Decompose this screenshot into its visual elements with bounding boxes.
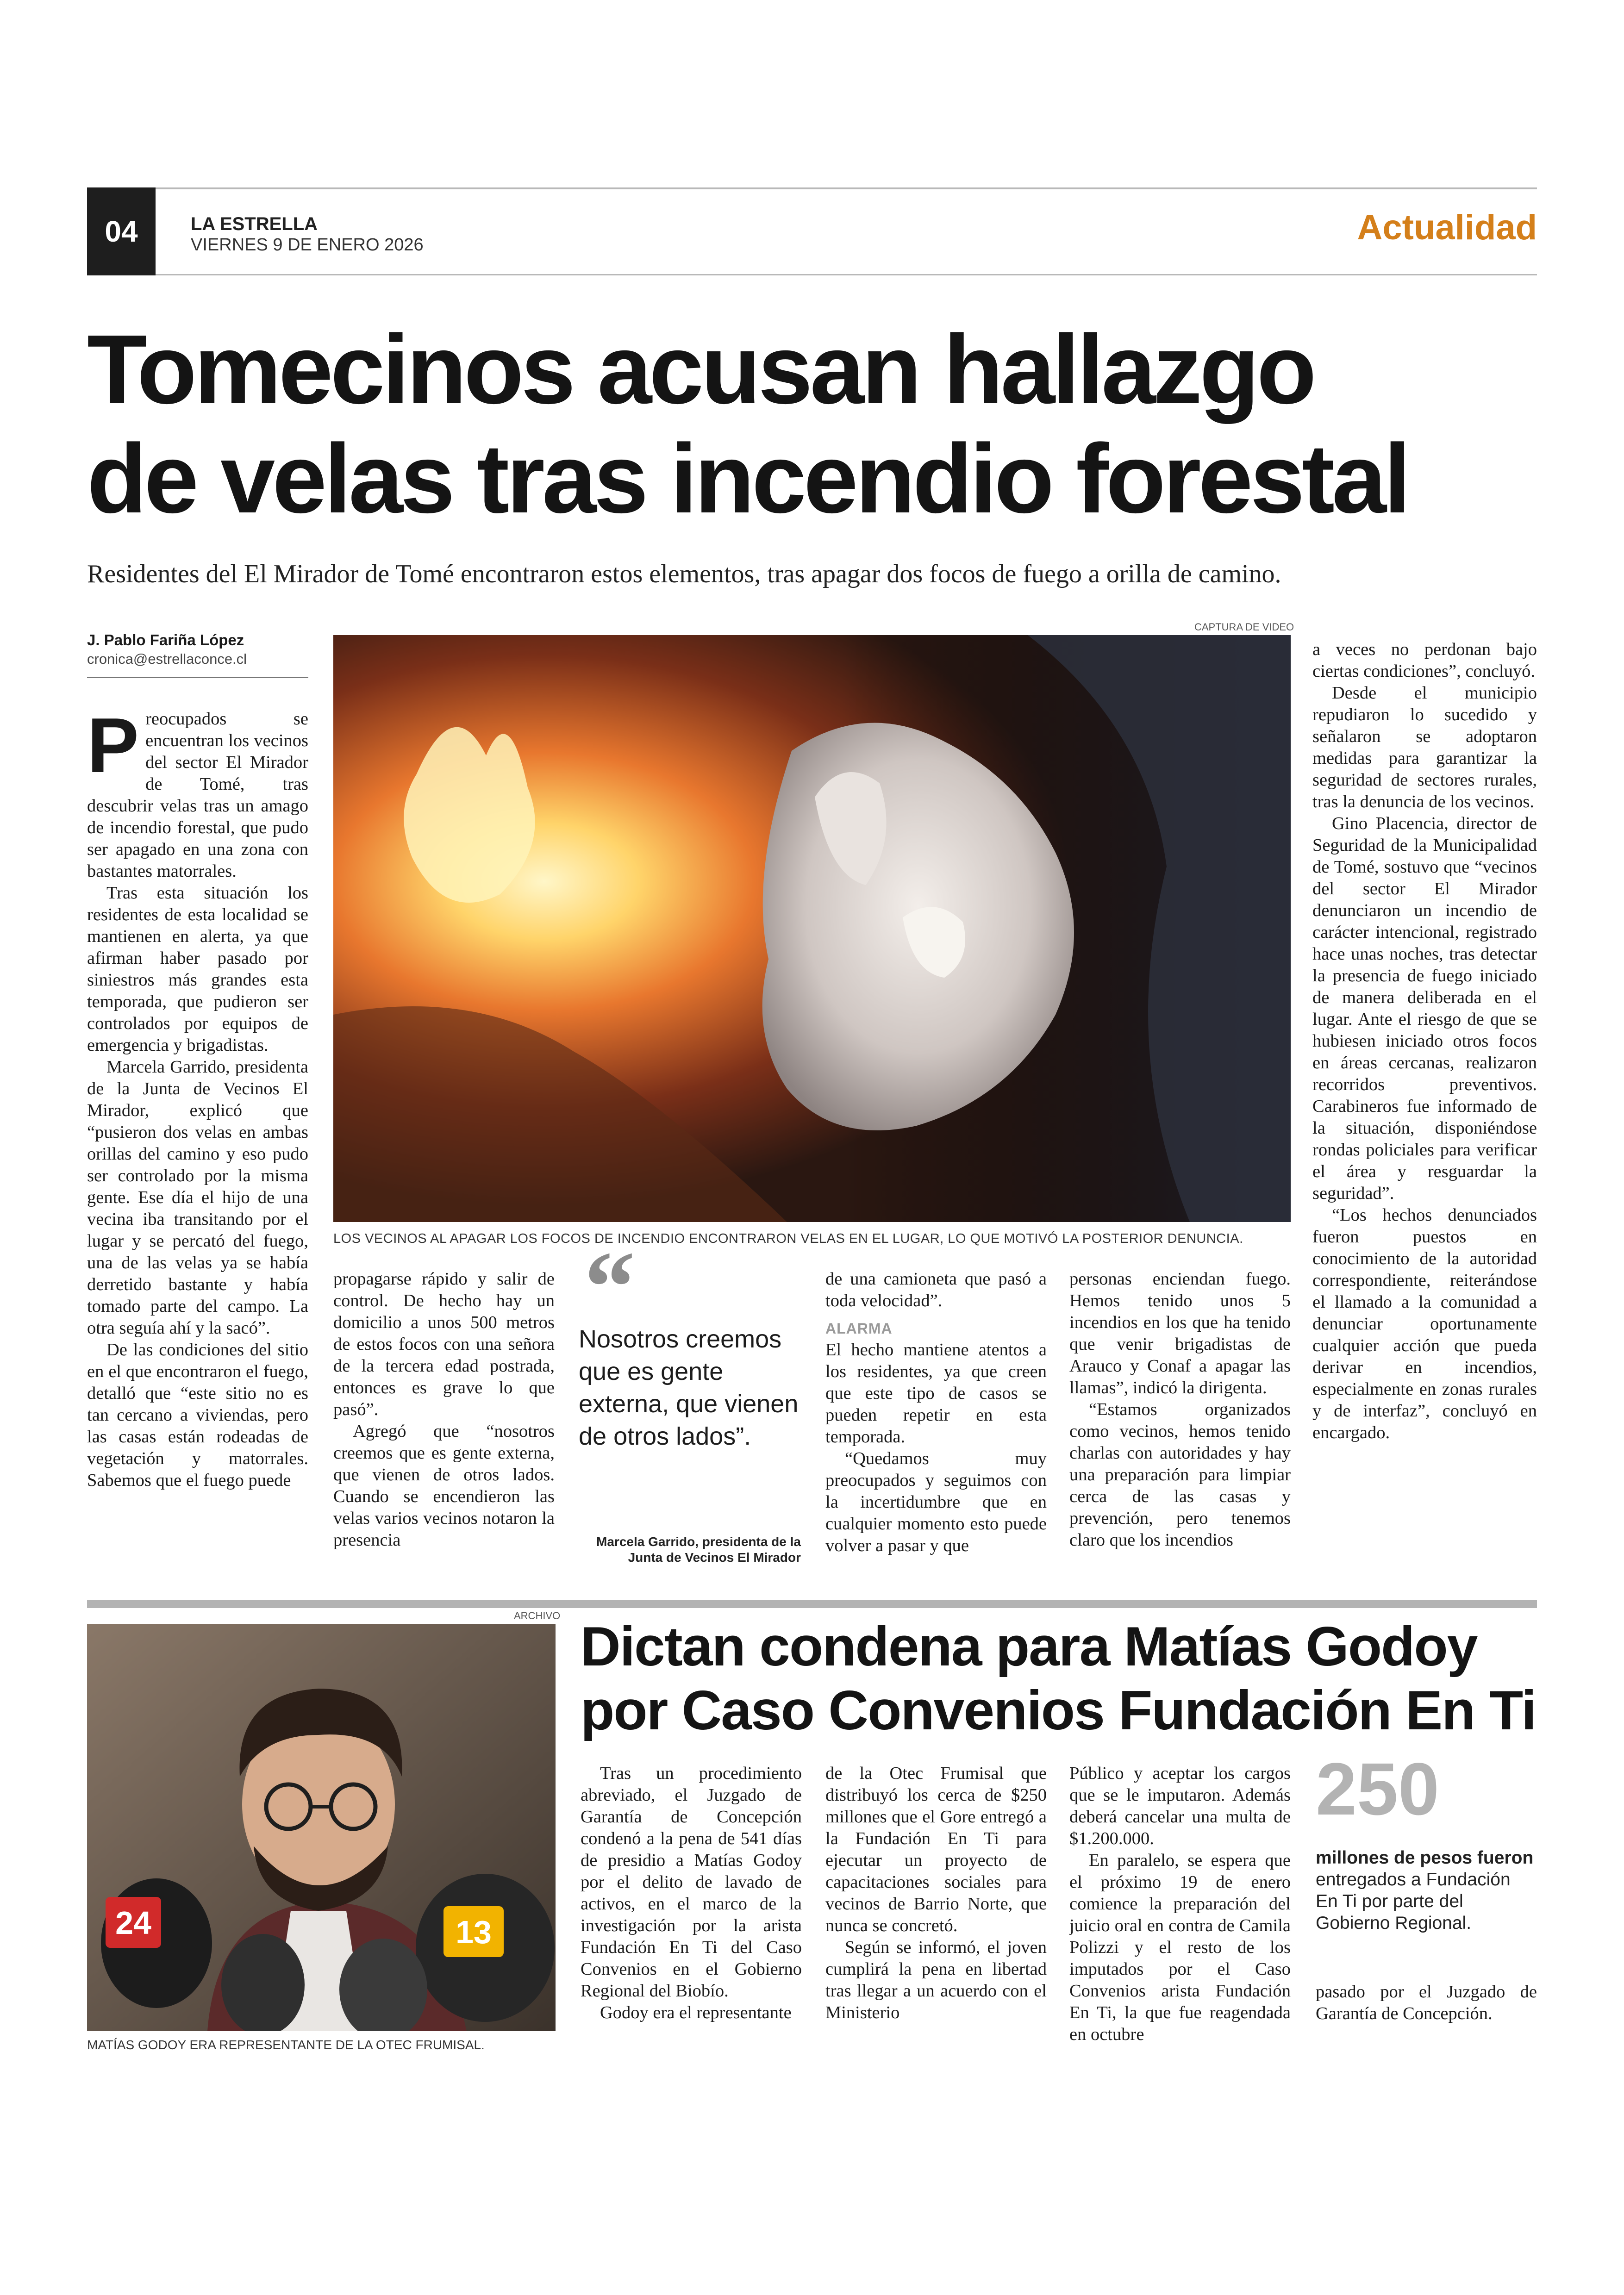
highlight-number: 250 (1316, 1747, 1439, 1830)
story2-column-2 (825, 1763, 1047, 2059)
story1-paragraph: “Estamos organizados como vecinos, hemos tenido charlas con autoridades y hay una preparación para limpiar cerca de las casas y prevención, pero tenemos claro que los incendios (1069, 1400, 1291, 1550)
story2-paragraph: Según se informó, el joven cumplirá la pena en libertad tras llegar a un acuerdo con el Ministerio (825, 1938, 1047, 2022)
story1-paragraph: “Quedamos muy preocupados y seguimos con la incertidumbre que en cualquier momento esto puede volver a pasar y que (825, 1449, 1047, 1555)
press-portrait-illustration (87, 1624, 556, 2031)
photo-credit: CAPTURA DE VIDEO (1194, 621, 1294, 633)
story1-paragraph: Agregó que “nosotros creemos que es gente externa, que vienen de otros lados. Cuando se encendieron las velas varios vecinos notaron la presencia (333, 1422, 555, 1550)
subheadline: Residentes del El Mirador de Tomé encontraron estos elementos, tras apagar dos focos de fuego a orilla de camino. (87, 560, 1281, 588)
second-headline-line2: por Caso Convenios Fundación En Ti (581, 1679, 1536, 1741)
photo-caption: MATÍAS GODOY ERA REPRESENTANTE DE LA OTEC FRUMISAL. (87, 2038, 485, 2052)
byline-rule (87, 677, 308, 678)
page-number: 04 (87, 187, 156, 275)
story1-paragraph: Gino Placencia, director de Seguridad de la Municipalidad de Tomé, sostuvo que “vecinos del sector El Mirador denunciaron un incendio de carácter intencional, registrado hace unas noches, tras detectar la presencia de fuego iniciado de manera deliberada en el lugar. Ante el riesgo de que se hubiesen iniciado otros focos en áreas cercanas, realizaron recorridos preventivos. Carabineros fue informado de la situación, disponiéndose rondas policiales para verificar el área y resguardar la seguridad”. (1312, 814, 1537, 1203)
story1-column-4 (1069, 1268, 1291, 1588)
byline-author: J. Pablo Fariña López (87, 631, 244, 649)
mic-label-13: 13 (456, 1914, 492, 1950)
fire-candle-illustration (333, 635, 1291, 1222)
story1-paragraph: propagarse rápido y salir de control. De hecho hay un domicilio a unos 500 metros de estos focos con una señora de la tercera edad postrada, entonces es grave lo que pasó”. (333, 1269, 555, 1419)
story1-paragraph: “Los hechos denunciados fueron puestos en conocimiento de la autoridad correspondiente, reiterándose el llamado a la comunidad a denunciar oportunamente cualquier acción que pueda derivar en incendios, especialmente en zonas rurales y de interfaz”, concluyó en encargado. (1312, 1205, 1537, 1442)
drop-cap: P (87, 708, 139, 789)
story2-paragraph: En paralelo, se espera que el próximo 19 de enero comience la preparación del juicio oral en contra de Camila Polizzi y el resto de los imputados por el Caso Convenios arista Fundación En Ti, la que fue reagendada en octubre (1069, 1851, 1291, 2044)
highlight-number-rest: entregados a Fundación En Ti por parte del Gobierno Regional. (1316, 1870, 1511, 1933)
story1-paragraph: a veces no perdonan bajo ciertas condiciones”, concluyó. (1312, 640, 1537, 681)
story2-column-3 (1069, 1763, 1291, 2059)
story2-paragraph: Público y aceptar los cargos que se le imputaron. Además deberá cancelar una multa de $1.200.000. (1069, 1764, 1291, 1848)
story1-column-1 (87, 708, 308, 1588)
header-bottom-rule (156, 274, 1537, 275)
story-divider (87, 1600, 1537, 1608)
photo-caption: LOS VECINOS AL APAGAR LOS FOCOS DE INCENDIO ENCONTRARON VELAS EN EL LUGAR, LO QUE MOTIVÓ LA POSTERIOR DENUNCIA. (333, 1231, 1243, 1246)
story1-paragraph: El hecho mantiene atentos a los residentes, ya que creen que este tipo de casos se pueden repetir en esta temporada. (825, 1340, 1047, 1447)
pull-quote-source: Marcela Garrido, presidenta de la Junta de Vecinos El Mirador (596, 1534, 801, 1565)
second-headline (581, 1615, 1543, 1742)
photo-credit: ARCHIVO (514, 1610, 561, 1621)
story2-column-1 (581, 1763, 802, 2059)
main-headline-line2: de velas tras incendio forestal (87, 424, 1408, 533)
highlight-number-text (1316, 1847, 1537, 1934)
header-top-rule (156, 187, 1537, 189)
story2-column-4 (1316, 1981, 1537, 2064)
story1-paragraph: de una camioneta que pasó a toda velocidad”. (825, 1269, 1047, 1310)
section-label: Actualidad (1357, 208, 1537, 247)
story2-paragraph: Godoy era el representante (600, 2003, 792, 2022)
second-headline-line1: Dictan condena para Matías Godoy (581, 1615, 1477, 1678)
godoy-photo (87, 1624, 556, 2031)
quote-mark-icon: “ (584, 1230, 635, 1343)
story1-paragraph: Marcela Garrido, presidenta de la Junta de Vecinos El Mirador, explicó que “pusieron dos velas en ambas orillas del camino y eso pudo ser controlado por la misma gente. Ese día el hijo de una vecina iba transitando por el lugar y se percató del fuego, una de las velas ya se había derretido bastante y había tomado parte del campo. La otra seguía ahí y la sacó”. (87, 1057, 308, 1338)
section-kicker: ALARMA (825, 1320, 893, 1337)
story1-paragraph: De las condiciones del sitio en el que encontraron el fuego, detalló que “este sitio no es tan cercano a viviendas, pero las casas están rodeadas de vegetación y matorrales. Sabemos que el fuego puede (87, 1340, 308, 1490)
story2-paragraph: pasado por el Juzgado de Garantía de Concepción. (1316, 1982, 1537, 2023)
highlight-number-bold: millones de pesos fueron (1316, 1848, 1534, 1868)
story1-column-3 (825, 1268, 1047, 1588)
fire-candle-photo (333, 635, 1291, 1222)
story2-paragraph: de la Otec Frumisal que distribuyó los cerca de $250 millones que el Gore entregó a la Fundación En Ti para ejecutar un proyecto de capacitaciones sociales para vecinos de Barrio Norte, que nunca se concretó. (825, 1764, 1047, 1935)
main-headline-line1: Tomecinos acusan hallazgo (87, 314, 1314, 424)
main-headline (87, 315, 1545, 533)
story1-paragraph: Desde el municipio repudiaron lo sucedido y señalaron se adoptaron medidas para garantizar la seguridad de sectores rurales, tras la denuncia de los vecinos. (1312, 683, 1537, 811)
story1-paragraph: reocupados se encuentran los vecinos del sector El Mirador de Tomé, tras descubrir velas tras un amago de incendio forestal, que pudo ser apagado en una zona con bastantes matorrales. (87, 709, 308, 881)
issue-date: VIERNES 9 DE ENERO 2026 (191, 235, 424, 255)
newspaper-name: LA ESTRELLA (191, 214, 318, 234)
story1-paragraph: personas enciendan fuego. Hemos tenido unos 5 incendios en los que ha tenido que venir brigadistas de Arauco y Conaf a apagar las llamas”, indicó la dirigenta. (1069, 1269, 1291, 1397)
story1-column-2 (333, 1268, 555, 1588)
pull-quote: Nosotros creemos que es gente externa, que vienen de otros lados”. (579, 1325, 799, 1450)
mic-label-24: 24 (115, 1905, 151, 1941)
story2-paragraph: Tras un procedimiento abreviado, el Juzgado de Garantía de Concepción condenó a la pena de 541 días de presidio a Matías Godoy por el delito de lavado de activos, en el marco de la investigación por la arista Fundación En Ti del Caso Convenios en el Gobierno Regional del Biobío. (581, 1764, 802, 2001)
story1-paragraph: Tras esta situación los residentes de esta localidad se mantienen en alerta, ya que afirman haber pasado por siniestros más grandes esta temporada, que pudieron ser controlados por equipos de emergencia y brigadistas. (87, 883, 308, 1055)
story1-column-5 (1312, 639, 1537, 1592)
byline-email: cronica@estrellaconce.cl (87, 651, 247, 667)
